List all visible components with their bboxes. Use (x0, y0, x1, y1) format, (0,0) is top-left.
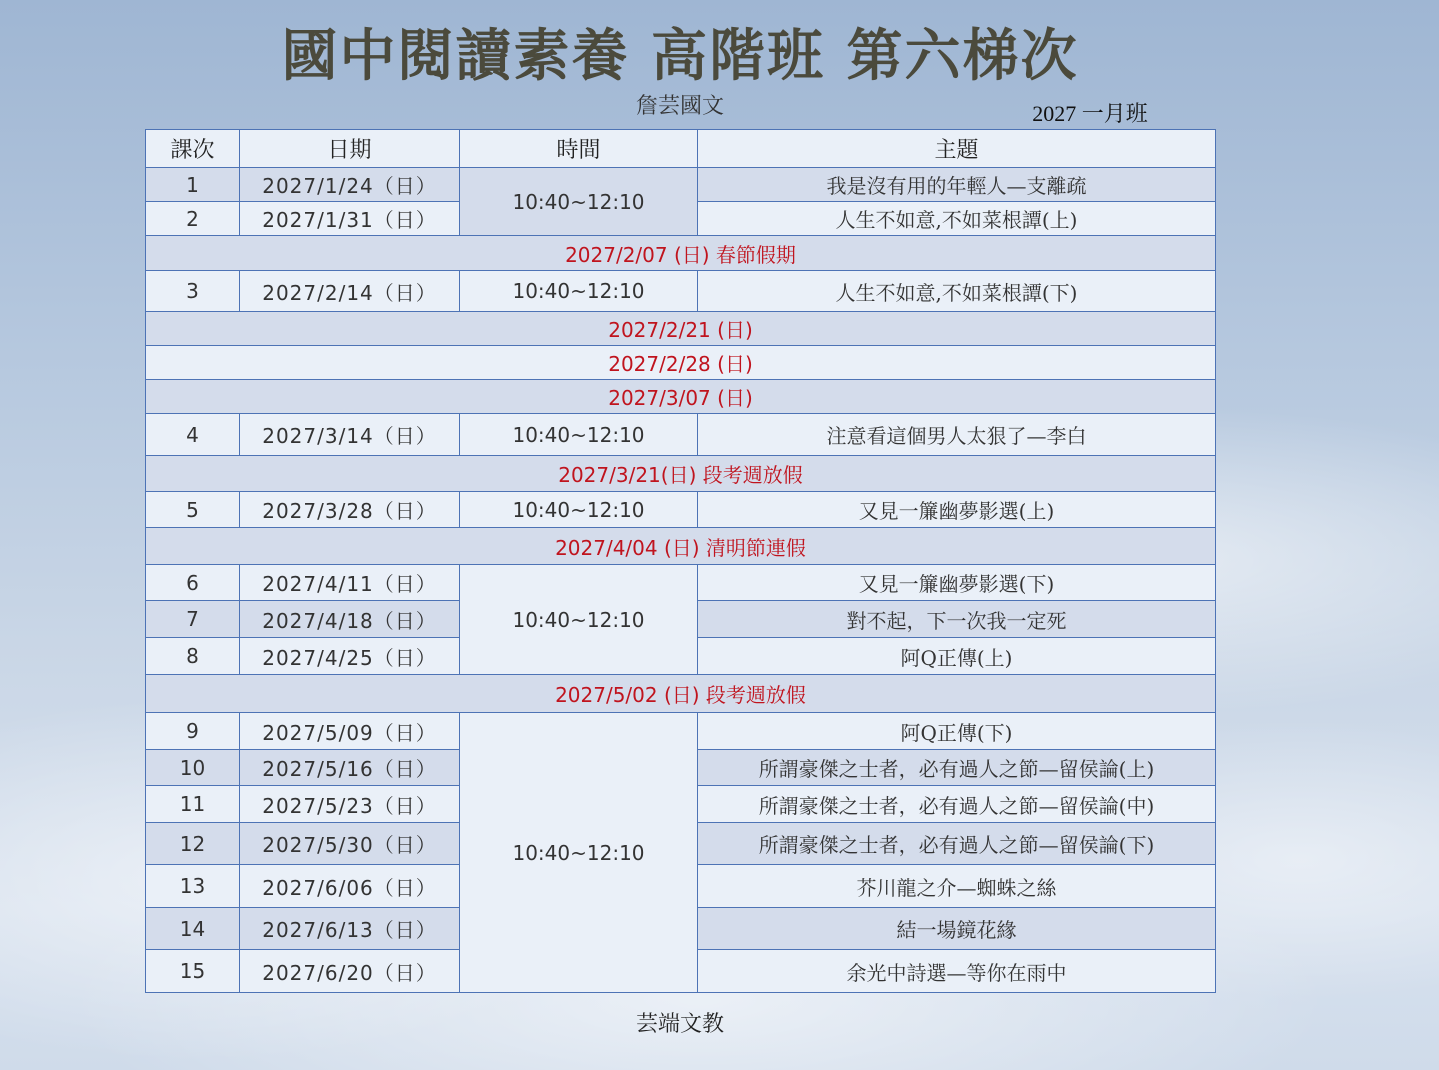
class-label: 2027 一月班 (1032, 101, 1148, 126)
lesson-topic: 我是沒有用的年輕人—支離疏 (698, 168, 1216, 202)
lesson-topic: 余光中詩選—等你在雨中 (698, 950, 1216, 993)
lesson-date: 2027/5/16（日） (240, 750, 460, 786)
lesson-number: 13 (146, 865, 240, 908)
lesson-date: 2027/5/09（日） (240, 713, 460, 750)
lesson-number: 12 (146, 823, 240, 865)
holiday-row (146, 456, 1216, 492)
lesson-date: 2027/4/18（日） (240, 601, 460, 638)
table-row (146, 565, 1216, 601)
lesson-date: 2027/3/28（日） (240, 492, 460, 528)
table-row (146, 713, 1216, 750)
lesson-time: 10:40~12:10 (460, 271, 698, 312)
lesson-number: 5 (146, 492, 240, 528)
holiday-row (146, 312, 1216, 346)
lesson-time: 10:40~12:10 (460, 414, 698, 456)
holiday-note: 2027/2/28 (日) (146, 346, 1216, 380)
table-row (146, 271, 1216, 312)
lesson-number: 8 (146, 638, 240, 675)
header-date: 日期 (240, 130, 460, 168)
lesson-time: 10:40~12:10 (460, 492, 698, 528)
holiday-note: 2027/2/21 (日) (146, 312, 1216, 346)
lesson-date: 2027/1/24（日） (240, 168, 460, 202)
lesson-number: 10 (146, 750, 240, 786)
header-lesson: 課次 (146, 130, 240, 168)
lesson-number: 9 (146, 713, 240, 750)
lesson-date: 2027/3/14（日） (240, 414, 460, 456)
lesson-topic: 人生不如意,不如菜根譚(上) (698, 202, 1216, 236)
table-row (146, 492, 1216, 528)
lesson-time: 10:40~12:10 (460, 713, 698, 993)
lesson-date: 2027/2/14（日） (240, 271, 460, 312)
lesson-number: 15 (146, 950, 240, 993)
lesson-topic: 所謂豪傑之士者，必有過人之節—留侯論(上) (698, 750, 1216, 786)
holiday-note: 2027/2/07 (日) 春節假期 (146, 236, 1216, 271)
lesson-topic: 又見一簾幽夢影選(下) (698, 565, 1216, 601)
teacher-name: 詹芸國文 (635, 94, 724, 119)
lesson-topic: 所謂豪傑之士者，必有過人之節—留侯論(中) (698, 786, 1216, 823)
lesson-topic: 阿Q正傳(上) (698, 638, 1216, 675)
lesson-date: 2027/6/13（日） (240, 908, 460, 950)
lesson-number: 14 (146, 908, 240, 950)
footer-brand: 芸端文教 (635, 1012, 724, 1037)
holiday-note: 2027/3/07 (日) (146, 380, 1216, 414)
lesson-date: 2027/5/23（日） (240, 786, 460, 823)
header-topic: 主題 (698, 130, 1216, 168)
lesson-time: 10:40~12:10 (460, 168, 698, 236)
lesson-topic: 人生不如意,不如菜根譚(下) (698, 271, 1216, 312)
header-time: 時間 (460, 130, 698, 168)
lesson-topic: 結一場鏡花緣 (698, 908, 1216, 950)
holiday-row (146, 380, 1216, 414)
lesson-topic: 又見一簾幽夢影選(上) (698, 492, 1216, 528)
holiday-row (146, 236, 1216, 271)
lesson-date: 2027/4/11（日） (240, 565, 460, 601)
lesson-number: 3 (146, 271, 240, 312)
table-row (146, 168, 1216, 202)
lesson-topic: 注意看這個男人太狠了—李白 (698, 414, 1216, 456)
lesson-topic: 阿Q正傳(下) (698, 713, 1216, 750)
lesson-date: 2027/6/20（日） (240, 950, 460, 993)
lesson-time: 10:40~12:10 (460, 565, 698, 675)
page-title: 國中閱讀素養 高階班 第六梯次 (281, 23, 1079, 89)
table-header-row (146, 130, 1216, 168)
holiday-row (146, 675, 1216, 713)
holiday-note: 2027/4/04 (日) 清明節連假 (146, 528, 1216, 565)
lesson-number: 11 (146, 786, 240, 823)
lesson-date: 2027/1/31（日） (240, 202, 460, 236)
lesson-number: 6 (146, 565, 240, 601)
lesson-number: 7 (146, 601, 240, 638)
lesson-date: 2027/6/06（日） (240, 865, 460, 908)
lesson-topic: 對不起，下一次我一定死 (698, 601, 1216, 638)
table-row (146, 414, 1216, 456)
lesson-date: 2027/4/25（日） (240, 638, 460, 675)
lesson-date: 2027/5/30（日） (240, 823, 460, 865)
schedule-table (145, 129, 1216, 993)
lesson-number: 1 (146, 168, 240, 202)
holiday-note: 2027/5/02 (日) 段考週放假 (146, 675, 1216, 713)
lesson-topic: 所謂豪傑之士者，必有過人之節—留侯論(下) (698, 823, 1216, 865)
lesson-number: 2 (146, 202, 240, 236)
holiday-note: 2027/3/21(日) 段考週放假 (146, 456, 1216, 492)
holiday-row (146, 346, 1216, 380)
lesson-number: 4 (146, 414, 240, 456)
holiday-row (146, 528, 1216, 565)
lesson-topic: 芥川龍之介—蜘蛛之絲 (698, 865, 1216, 908)
